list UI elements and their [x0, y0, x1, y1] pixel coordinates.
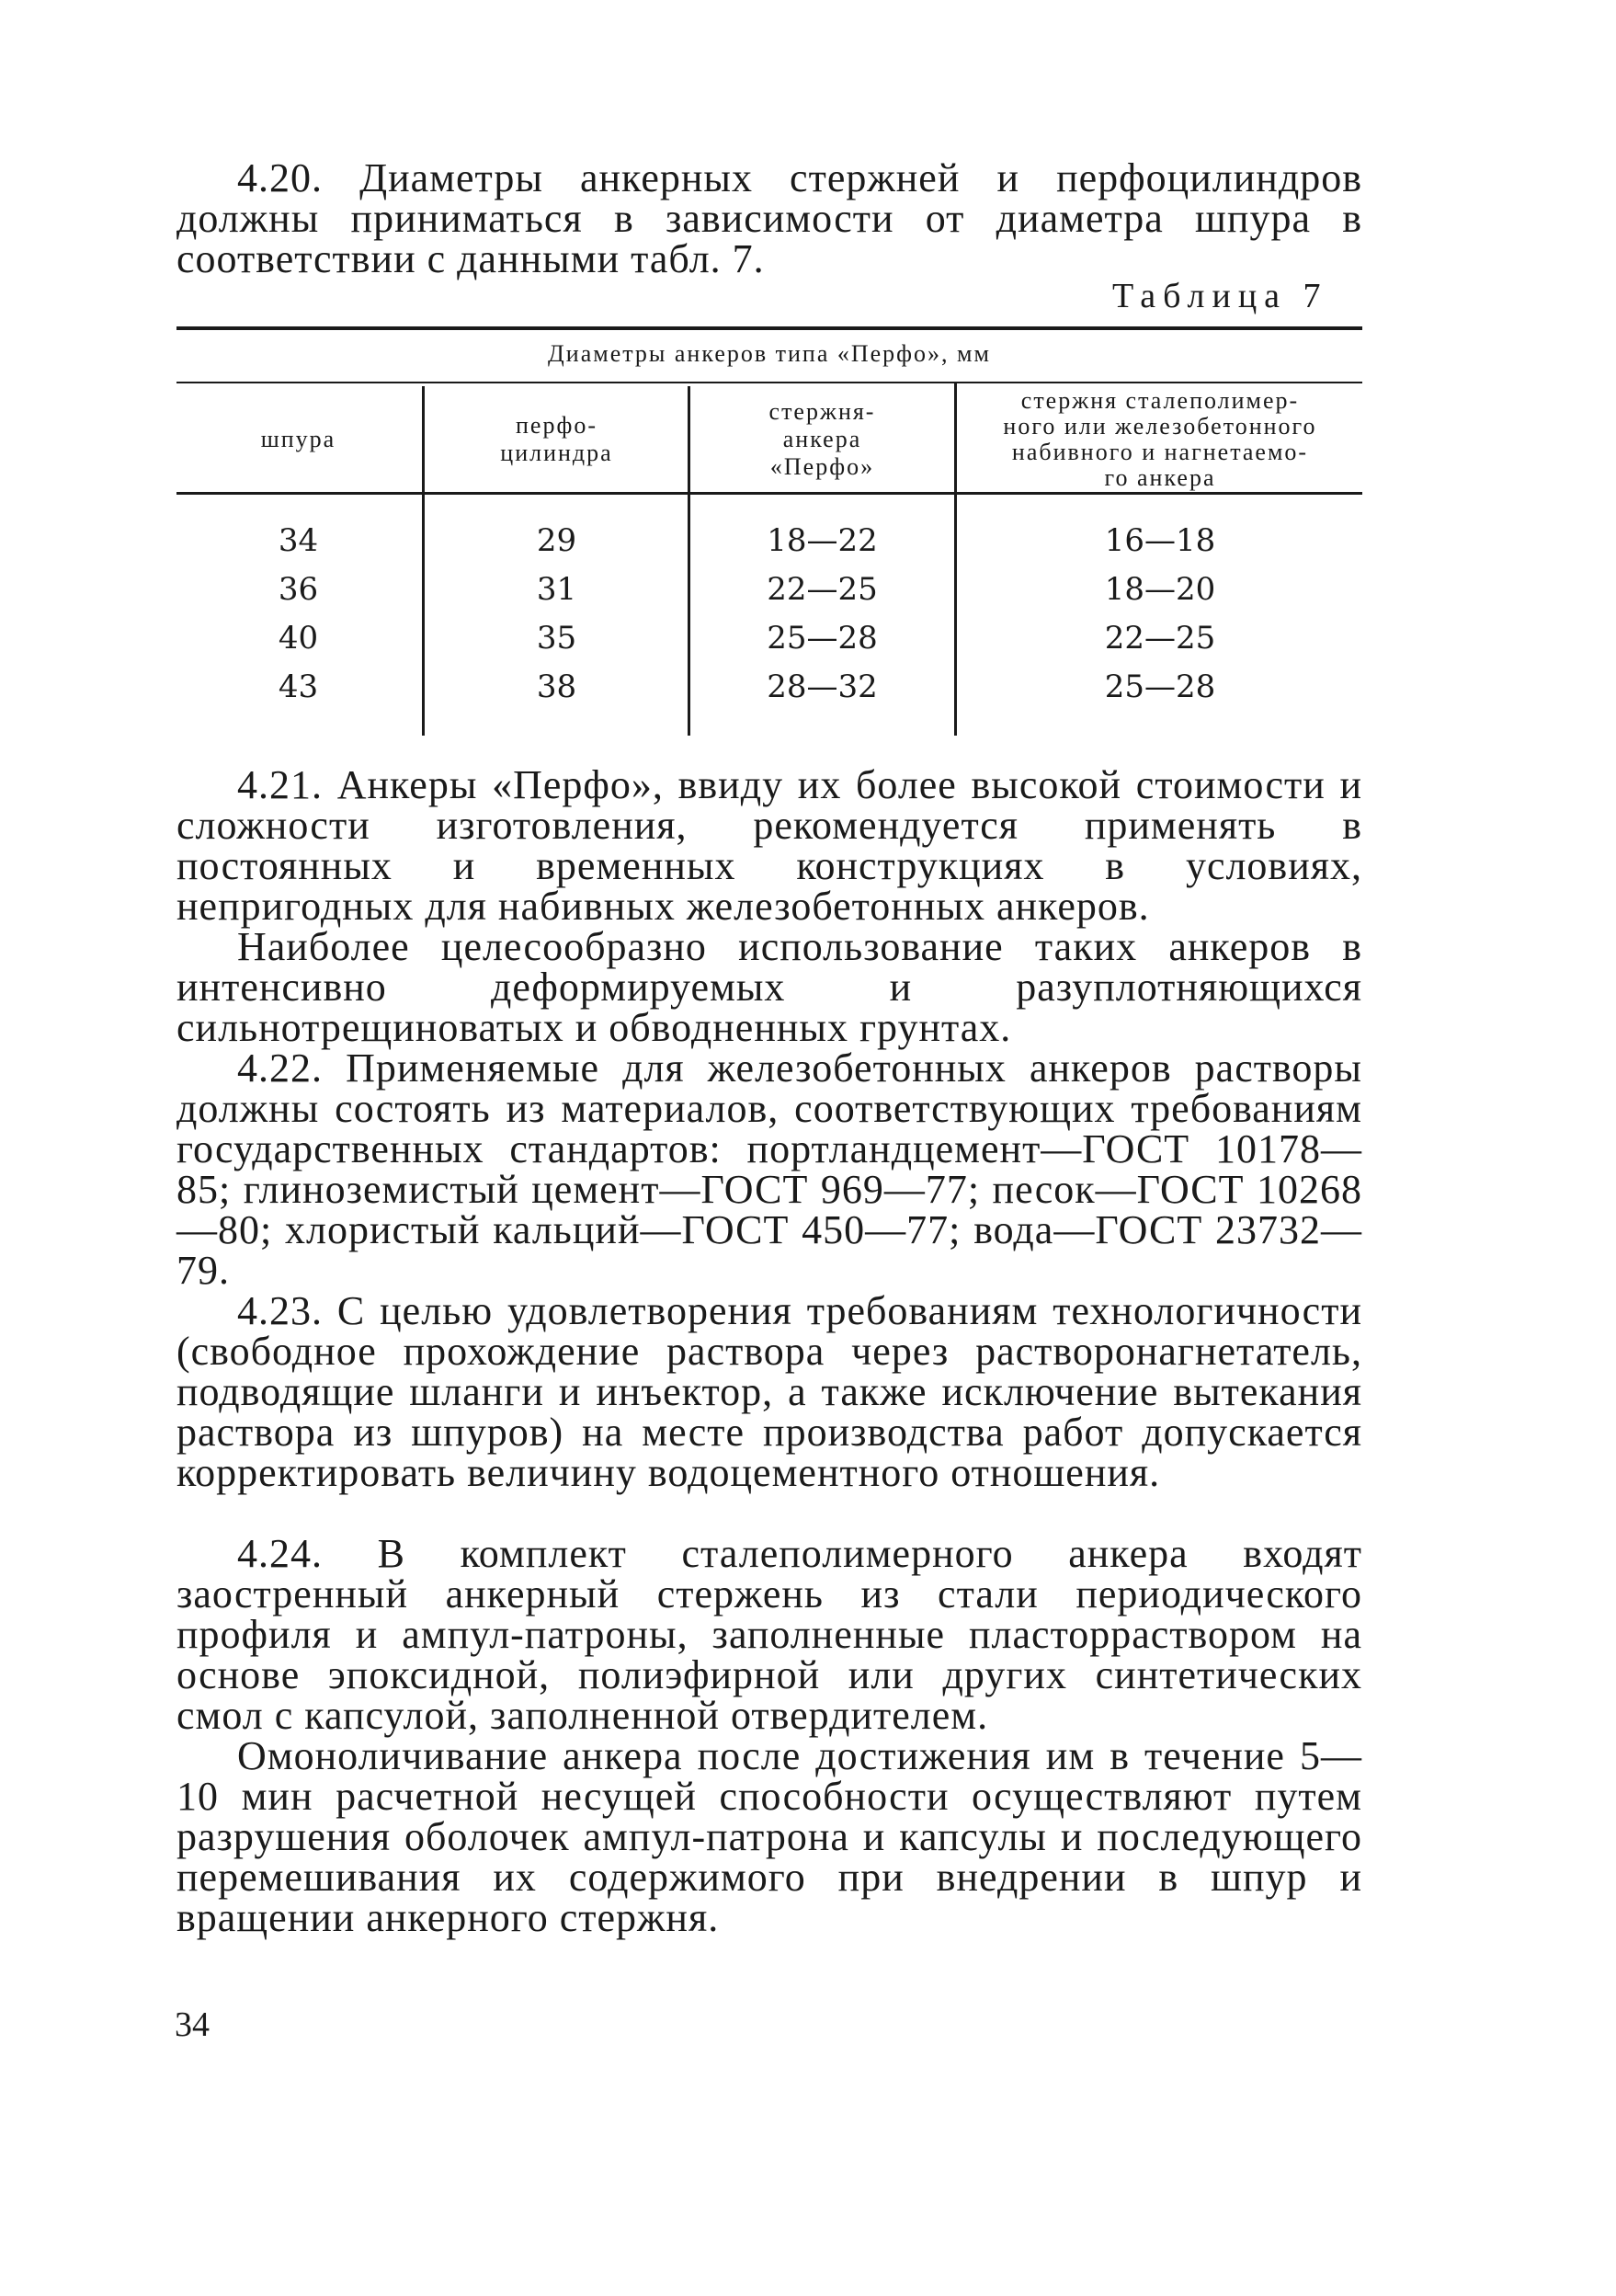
table-cell: 22—25: [767, 571, 878, 608]
paragraph-4-24-cont: Омоноличивание анкера после достижения им в течение 5—10 мин расчетной несущей способности осуществляют путем разрушения оболочек ампул-патрона и капсулы и последующего перемешивания их содержимого при внедрении в шпур и вращении анкерного стержня.: [176, 1733, 1362, 1940]
paragraph-4-22: 4.22. Применяемые для железобетонных анкеров растворы должны состоять из материалов, соответствующих требованиям государственных стандартов: портландцемент—ГОСТ 10178—85; глиноземистый цемент—ГОСТ 969—77; песок—ГОСТ 10268—80; хлористый кальций—ГОСТ 450—77; вода—ГОСТ 23732—79.: [176, 1045, 1362, 1293]
table-cell: 36: [278, 571, 319, 608]
table-cell: 38: [536, 668, 577, 705]
header-perfocilindra: перфо- цилиндра: [500, 411, 613, 466]
table-cell: 22—25: [1104, 620, 1216, 657]
table-title-rule: [176, 382, 1362, 383]
header-sterzhnya-stalepolimernogo: стержня сталеполимер- ного или железобетонного набивного и нагнетаемо- го анкера: [1003, 386, 1317, 491]
paragraph-4-21: 4.21. Анкеры «Перфо», ввиду их более высокой стоимости и сложности изготовления, рекомендуется применять в постоянных и временных конструкциях в условиях, непригодных для набивных железобетонных анкеров.: [176, 762, 1362, 929]
table-cell: 25—28: [767, 620, 878, 657]
col-divider-1: [422, 386, 425, 736]
col-divider-2: [688, 386, 690, 736]
paragraph-4-23: 4.23. С целью удовлетворения требованиям технологичности (свободное прохождение раствора через растворонагнетатель, подводящие шланги и инъектор, а также исключение вытекания раствора из шпуров) на месте производства работ допускается корректировать величину водоцементного отношения.: [176, 1288, 1362, 1495]
table-cell: 28—32: [767, 668, 878, 705]
table-header-rule: [176, 492, 1362, 495]
paragraph-4-21-cont: Наиболее целесообразно использование таких анкеров в интенсивно деформируемых и разуплотняющихся сильнотрещиноватых и обводненных грунтах.: [176, 924, 1362, 1050]
table-caption: Таблица 7: [1112, 277, 1328, 315]
table-cell: 25—28: [1104, 668, 1216, 705]
header-shpura: шпура: [260, 425, 336, 452]
table-top-rule: [176, 326, 1362, 330]
table-cell: 35: [536, 620, 577, 657]
table-cell: 31: [536, 571, 577, 608]
table-cell: 34: [278, 522, 319, 559]
table-cell: 16—18: [1104, 522, 1216, 559]
paragraph-4-20: 4.20. Диаметры анкерных стержней и перфоцилиндров должны приниматься в зависимости от диаметра шпура в соответствии с данными табл. 7.: [176, 155, 1362, 281]
paragraph-4-24: 4.24. В комплект сталеполимерного анкера входят заостренный анкерный стержень из стали периодического профиля и ампул-патроны, заполненные пласторраствором на основе эпоксидной, полиэфирной или других синтетических смол с капсулой, заполненной отвердителем.: [176, 1531, 1362, 1738]
table-cell: 40: [278, 620, 319, 657]
page-number: 34: [175, 2005, 210, 2044]
table-cell: 18—22: [767, 522, 878, 559]
table-cell: 18—20: [1104, 571, 1216, 608]
header-sterzhnya-ankera: стержня- анкера «Перфо»: [768, 397, 876, 480]
table-cell: 43: [278, 668, 319, 705]
col-divider-3: [954, 382, 957, 736]
table-cell: 29: [536, 522, 577, 559]
table-title: Диаметры анкеров типа «Перфо», мм: [548, 340, 991, 367]
